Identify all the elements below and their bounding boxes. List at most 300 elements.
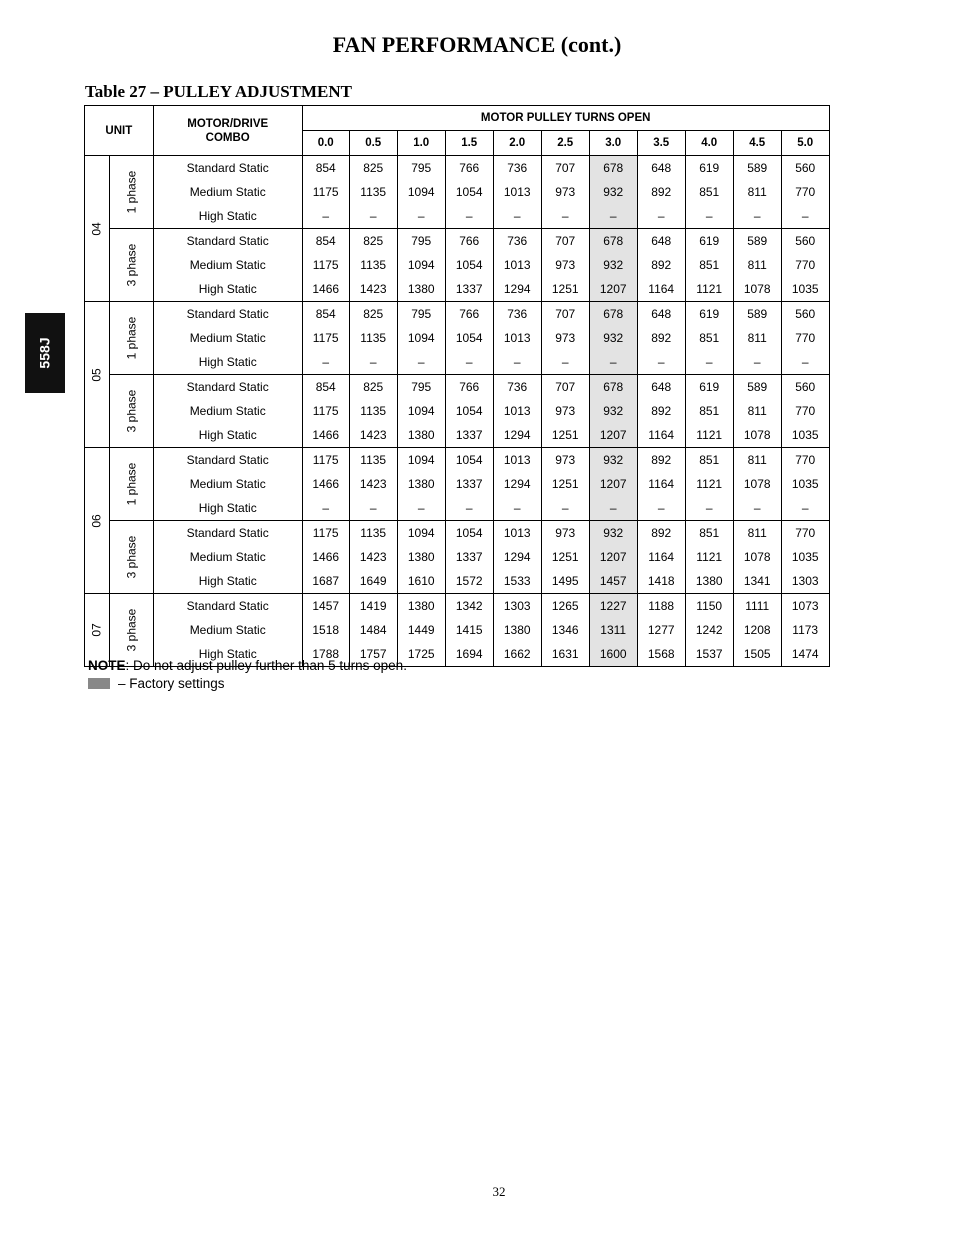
- value-cell: –: [541, 204, 589, 229]
- value-cell: 648: [637, 156, 685, 181]
- value-cell: 1251: [541, 545, 589, 569]
- value-cell: 1380: [397, 545, 445, 569]
- phase-cell: [110, 521, 154, 594]
- phase-cell: [110, 375, 154, 448]
- unit-label: 06: [89, 513, 104, 528]
- value-cell: 1337: [445, 423, 493, 448]
- value-cell: 560: [781, 229, 829, 254]
- table-row: [85, 180, 830, 204]
- value-cell: 1054: [445, 253, 493, 277]
- value-cell: 1094: [397, 521, 445, 546]
- value-cell: 892: [637, 253, 685, 277]
- table-title: Table 27 – PULLEY ADJUSTMENT: [85, 82, 353, 101]
- value-cell: 1078: [733, 472, 781, 496]
- value-cell: –: [445, 496, 493, 521]
- value-cell: –: [589, 496, 637, 521]
- combo-label-cell: Medium Static: [153, 472, 302, 496]
- value-cell: 770: [781, 448, 829, 473]
- value-cell: 766: [445, 375, 493, 400]
- value-cell: 854: [302, 156, 349, 181]
- value-cell: 932: [589, 448, 637, 473]
- value-cell: 1423: [349, 472, 397, 496]
- value-cell: 851: [685, 253, 733, 277]
- value-cell: 892: [637, 180, 685, 204]
- value-cell: 892: [637, 448, 685, 473]
- value-cell: –: [493, 350, 541, 375]
- phase-cell: [110, 156, 154, 229]
- value-cell: 1175: [302, 399, 349, 423]
- combo-label-cell: High Static: [153, 423, 302, 448]
- value-cell: 560: [781, 156, 829, 181]
- turns-header: MOTOR PULLEY TURNS OPEN: [302, 106, 829, 131]
- value-cell: 1474: [781, 642, 829, 667]
- value-cell: 1610: [397, 569, 445, 594]
- value-cell: 736: [493, 229, 541, 254]
- value-cell: 1135: [349, 253, 397, 277]
- value-cell: 1788: [302, 642, 349, 667]
- combo-label-cell: Standard Static: [153, 521, 302, 546]
- value-cell: 825: [349, 156, 397, 181]
- value-cell: 1303: [493, 594, 541, 619]
- value-cell: 851: [685, 180, 733, 204]
- value-cell: –: [397, 204, 445, 229]
- value-cell: –: [302, 350, 349, 375]
- combo-label-cell: High Static: [153, 277, 302, 302]
- table-row: [85, 326, 830, 350]
- table-row: [85, 545, 830, 569]
- value-cell: 1294: [493, 277, 541, 302]
- value-cell: 1111: [733, 594, 781, 619]
- value-cell: 589: [733, 156, 781, 181]
- value-cell: 1380: [397, 423, 445, 448]
- value-cell: 1078: [733, 277, 781, 302]
- value-cell: 892: [637, 399, 685, 423]
- value-cell: 1073: [781, 594, 829, 619]
- value-cell: –: [781, 204, 829, 229]
- value-cell: –: [397, 350, 445, 375]
- combo-label-cell: Standard Static: [153, 594, 302, 619]
- value-cell: 1078: [733, 423, 781, 448]
- unit-cell: [85, 594, 110, 667]
- value-cell: 770: [781, 326, 829, 350]
- value-cell: 1418: [637, 569, 685, 594]
- value-cell: 973: [541, 521, 589, 546]
- value-cell: 1150: [685, 594, 733, 619]
- value-cell: 1423: [349, 277, 397, 302]
- unit-cell: [85, 448, 110, 594]
- value-cell: 1495: [541, 569, 589, 594]
- phase-label: 3 phase: [124, 535, 139, 579]
- value-cell: 707: [541, 156, 589, 181]
- table-row: [85, 448, 830, 473]
- turn-header-cell: 5.0: [781, 131, 829, 156]
- table-row: [85, 618, 830, 642]
- value-cell: 1013: [493, 399, 541, 423]
- combo-header-line2: COMBO: [205, 131, 250, 144]
- value-cell: 973: [541, 399, 589, 423]
- value-cell: 1121: [685, 423, 733, 448]
- value-cell: 851: [685, 521, 733, 546]
- table-row: [85, 569, 830, 594]
- value-cell: 1054: [445, 326, 493, 350]
- legend: [88, 676, 225, 691]
- note-label: NOTE: [88, 658, 126, 673]
- value-cell: 766: [445, 229, 493, 254]
- turn-header-cell: 2.0: [493, 131, 541, 156]
- note-text: : Do not adjust pulley further than 5 turns open.: [125, 658, 407, 673]
- value-cell: 811: [733, 180, 781, 204]
- value-cell: 770: [781, 399, 829, 423]
- value-cell: 1094: [397, 448, 445, 473]
- table-row: [85, 350, 830, 375]
- value-cell: 1013: [493, 253, 541, 277]
- value-cell: 678: [589, 156, 637, 181]
- value-cell: 1173: [781, 618, 829, 642]
- value-cell: 1164: [637, 277, 685, 302]
- value-cell: 1466: [302, 545, 349, 569]
- value-cell: –: [493, 204, 541, 229]
- value-cell: 1094: [397, 326, 445, 350]
- value-cell: 1346: [541, 618, 589, 642]
- value-cell: 854: [302, 375, 349, 400]
- value-cell: 932: [589, 253, 637, 277]
- value-cell: 736: [493, 156, 541, 181]
- value-cell: 648: [637, 229, 685, 254]
- value-cell: 736: [493, 375, 541, 400]
- value-cell: 1013: [493, 180, 541, 204]
- turn-header-cell: 3.0: [589, 131, 637, 156]
- value-cell: 851: [685, 399, 733, 423]
- value-cell: 1121: [685, 545, 733, 569]
- value-cell: 932: [589, 180, 637, 204]
- value-cell: –: [637, 204, 685, 229]
- value-cell: 707: [541, 375, 589, 400]
- value-cell: 770: [781, 253, 829, 277]
- value-cell: 736: [493, 302, 541, 327]
- value-cell: 1505: [733, 642, 781, 667]
- value-cell: 811: [733, 399, 781, 423]
- value-cell: 811: [733, 253, 781, 277]
- value-cell: 1342: [445, 594, 493, 619]
- value-cell: 619: [685, 375, 733, 400]
- value-cell: 1054: [445, 399, 493, 423]
- phase-label: 3 phase: [124, 608, 139, 652]
- table-row: [85, 277, 830, 302]
- value-cell: 678: [589, 229, 637, 254]
- value-cell: 1380: [493, 618, 541, 642]
- table-row: [85, 204, 830, 229]
- value-cell: 589: [733, 375, 781, 400]
- value-cell: 1537: [685, 642, 733, 667]
- value-cell: 1013: [493, 326, 541, 350]
- value-cell: 1175: [302, 448, 349, 473]
- value-cell: 1341: [733, 569, 781, 594]
- value-cell: 1054: [445, 521, 493, 546]
- value-cell: –: [493, 496, 541, 521]
- value-cell: 766: [445, 156, 493, 181]
- value-cell: 1135: [349, 326, 397, 350]
- value-cell: 973: [541, 253, 589, 277]
- value-cell: 1662: [493, 642, 541, 667]
- value-cell: –: [302, 496, 349, 521]
- combo-label-cell: Medium Static: [153, 326, 302, 350]
- value-cell: 932: [589, 521, 637, 546]
- value-cell: 973: [541, 326, 589, 350]
- combo-label-cell: Medium Static: [153, 618, 302, 642]
- value-cell: –: [349, 350, 397, 375]
- value-cell: 1380: [397, 594, 445, 619]
- combo-header: [153, 106, 302, 156]
- value-cell: 795: [397, 229, 445, 254]
- value-cell: –: [541, 496, 589, 521]
- table-row: [85, 399, 830, 423]
- value-cell: –: [637, 496, 685, 521]
- value-cell: 1423: [349, 423, 397, 448]
- value-cell: 648: [637, 375, 685, 400]
- turn-header-cell: 4.0: [685, 131, 733, 156]
- value-cell: 678: [589, 375, 637, 400]
- value-cell: 1035: [781, 277, 829, 302]
- value-cell: 1380: [397, 472, 445, 496]
- phase-label: 3 phase: [124, 243, 139, 287]
- value-cell: 1188: [637, 594, 685, 619]
- note: [88, 658, 407, 673]
- value-cell: 1337: [445, 545, 493, 569]
- combo-label-cell: Standard Static: [153, 302, 302, 327]
- value-cell: –: [349, 496, 397, 521]
- value-cell: 825: [349, 229, 397, 254]
- combo-label-cell: Medium Static: [153, 180, 302, 204]
- table-row: [85, 156, 830, 181]
- combo-label-cell: High Static: [153, 569, 302, 594]
- unit-label: 04: [89, 221, 104, 236]
- value-cell: 892: [637, 521, 685, 546]
- value-cell: 795: [397, 156, 445, 181]
- value-cell: –: [349, 204, 397, 229]
- value-cell: 1164: [637, 545, 685, 569]
- unit-header: UNIT: [85, 106, 154, 156]
- unit-cell: [85, 156, 110, 302]
- turn-header-cell: 1.0: [397, 131, 445, 156]
- value-cell: 825: [349, 375, 397, 400]
- value-cell: 825: [349, 302, 397, 327]
- value-cell: 1687: [302, 569, 349, 594]
- value-cell: 1078: [733, 545, 781, 569]
- combo-label-cell: Standard Static: [153, 156, 302, 181]
- value-cell: 1035: [781, 472, 829, 496]
- value-cell: 1094: [397, 180, 445, 204]
- phase-label: 1 phase: [124, 316, 139, 360]
- value-cell: –: [397, 496, 445, 521]
- value-cell: 1013: [493, 448, 541, 473]
- pulley-adjustment-table: [84, 105, 830, 667]
- turn-header-cell: 0.0: [302, 131, 349, 156]
- value-cell: 1518: [302, 618, 349, 642]
- value-cell: 1457: [302, 594, 349, 619]
- unit-label: 07: [89, 623, 104, 637]
- value-cell: 851: [685, 448, 733, 473]
- table-row: [85, 423, 830, 448]
- value-cell: 1135: [349, 180, 397, 204]
- combo-label-cell: Medium Static: [153, 253, 302, 277]
- value-cell: –: [445, 350, 493, 375]
- value-cell: 1423: [349, 545, 397, 569]
- value-cell: 1457: [589, 569, 637, 594]
- value-cell: 1207: [589, 545, 637, 569]
- value-cell: 1135: [349, 448, 397, 473]
- value-cell: 1757: [349, 642, 397, 667]
- value-cell: 854: [302, 302, 349, 327]
- value-cell: 1135: [349, 521, 397, 546]
- value-cell: –: [589, 350, 637, 375]
- value-cell: 560: [781, 302, 829, 327]
- value-cell: 795: [397, 375, 445, 400]
- table-row: [85, 472, 830, 496]
- value-cell: 1207: [589, 472, 637, 496]
- value-cell: 619: [685, 156, 733, 181]
- value-cell: 1572: [445, 569, 493, 594]
- value-cell: –: [589, 204, 637, 229]
- value-cell: 1054: [445, 180, 493, 204]
- value-cell: 1449: [397, 618, 445, 642]
- value-cell: 1054: [445, 448, 493, 473]
- value-cell: 1725: [397, 642, 445, 667]
- value-cell: –: [781, 350, 829, 375]
- value-cell: 770: [781, 180, 829, 204]
- value-cell: –: [781, 496, 829, 521]
- value-cell: 1251: [541, 423, 589, 448]
- value-cell: 811: [733, 448, 781, 473]
- table-row: [85, 521, 830, 546]
- page-title: FAN PERFORMANCE (cont.): [332, 32, 622, 57]
- side-tab: [25, 313, 65, 393]
- value-cell: –: [733, 496, 781, 521]
- value-cell: 1207: [589, 423, 637, 448]
- value-cell: 1303: [781, 569, 829, 594]
- combo-label-cell: Standard Static: [153, 375, 302, 400]
- turn-header-cell: 1.5: [445, 131, 493, 156]
- value-cell: 1294: [493, 423, 541, 448]
- value-cell: 795: [397, 302, 445, 327]
- value-cell: 678: [589, 302, 637, 327]
- combo-label-cell: High Static: [153, 204, 302, 229]
- value-cell: 1337: [445, 472, 493, 496]
- phase-label: 1 phase: [124, 462, 139, 506]
- value-cell: 1207: [589, 277, 637, 302]
- value-cell: 1175: [302, 326, 349, 350]
- value-cell: 589: [733, 229, 781, 254]
- value-cell: 932: [589, 326, 637, 350]
- phase-label: 3 phase: [124, 389, 139, 433]
- value-cell: 1533: [493, 569, 541, 594]
- value-cell: 892: [637, 326, 685, 350]
- value-cell: 1649: [349, 569, 397, 594]
- combo-label-cell: Medium Static: [153, 399, 302, 423]
- value-cell: 1415: [445, 618, 493, 642]
- value-cell: –: [541, 350, 589, 375]
- value-cell: 1251: [541, 277, 589, 302]
- value-cell: –: [733, 350, 781, 375]
- value-cell: 1242: [685, 618, 733, 642]
- value-cell: 1121: [685, 277, 733, 302]
- value-cell: 707: [541, 229, 589, 254]
- combo-label-cell: High Static: [153, 496, 302, 521]
- value-cell: 619: [685, 229, 733, 254]
- turn-header-cell: 3.5: [637, 131, 685, 156]
- value-cell: 932: [589, 399, 637, 423]
- value-cell: 648: [637, 302, 685, 327]
- turn-header-cell: 2.5: [541, 131, 589, 156]
- value-cell: 1035: [781, 545, 829, 569]
- value-cell: 589: [733, 302, 781, 327]
- value-cell: 1094: [397, 399, 445, 423]
- value-cell: 1694: [445, 642, 493, 667]
- value-cell: 1164: [637, 423, 685, 448]
- unit-cell: [85, 302, 110, 448]
- page-number: 32: [492, 1184, 506, 1199]
- value-cell: 811: [733, 326, 781, 350]
- value-cell: 1631: [541, 642, 589, 667]
- phase-cell: [110, 302, 154, 375]
- value-cell: 1121: [685, 472, 733, 496]
- value-cell: 1175: [302, 521, 349, 546]
- value-cell: 1484: [349, 618, 397, 642]
- phase-cell: [110, 229, 154, 302]
- legend-text: – Factory settings: [118, 676, 225, 691]
- table-body: [85, 156, 830, 667]
- value-cell: 1419: [349, 594, 397, 619]
- value-cell: 1294: [493, 545, 541, 569]
- value-cell: 1175: [302, 180, 349, 204]
- table-row: [85, 253, 830, 277]
- value-cell: –: [445, 204, 493, 229]
- value-cell: 1208: [733, 618, 781, 642]
- value-cell: 1013: [493, 521, 541, 546]
- table-row: [85, 229, 830, 254]
- value-cell: 811: [733, 521, 781, 546]
- value-cell: –: [685, 204, 733, 229]
- combo-header-line1: MOTOR/DRIVE: [187, 117, 269, 130]
- value-cell: 1035: [781, 423, 829, 448]
- side-tab-label: 558J: [37, 337, 53, 369]
- value-cell: 1265: [541, 594, 589, 619]
- value-cell: 973: [541, 448, 589, 473]
- value-cell: 770: [781, 521, 829, 546]
- value-cell: 619: [685, 302, 733, 327]
- value-cell: 1277: [637, 618, 685, 642]
- value-cell: 1466: [302, 472, 349, 496]
- value-cell: 1380: [397, 277, 445, 302]
- turn-header-cell: 0.5: [349, 131, 397, 156]
- combo-label-cell: Standard Static: [153, 229, 302, 254]
- phase-cell: [110, 594, 154, 667]
- value-cell: –: [302, 204, 349, 229]
- value-cell: 854: [302, 229, 349, 254]
- combo-label-cell: Standard Static: [153, 448, 302, 473]
- value-cell: –: [685, 496, 733, 521]
- value-cell: 1227: [589, 594, 637, 619]
- table-row: [85, 302, 830, 327]
- value-cell: –: [637, 350, 685, 375]
- value-cell: 1466: [302, 277, 349, 302]
- value-cell: 1294: [493, 472, 541, 496]
- turn-header-cell: 4.5: [733, 131, 781, 156]
- table-row: [85, 375, 830, 400]
- value-cell: 1600: [589, 642, 637, 667]
- table-row: [85, 594, 830, 619]
- value-cell: 1380: [685, 569, 733, 594]
- value-cell: 766: [445, 302, 493, 327]
